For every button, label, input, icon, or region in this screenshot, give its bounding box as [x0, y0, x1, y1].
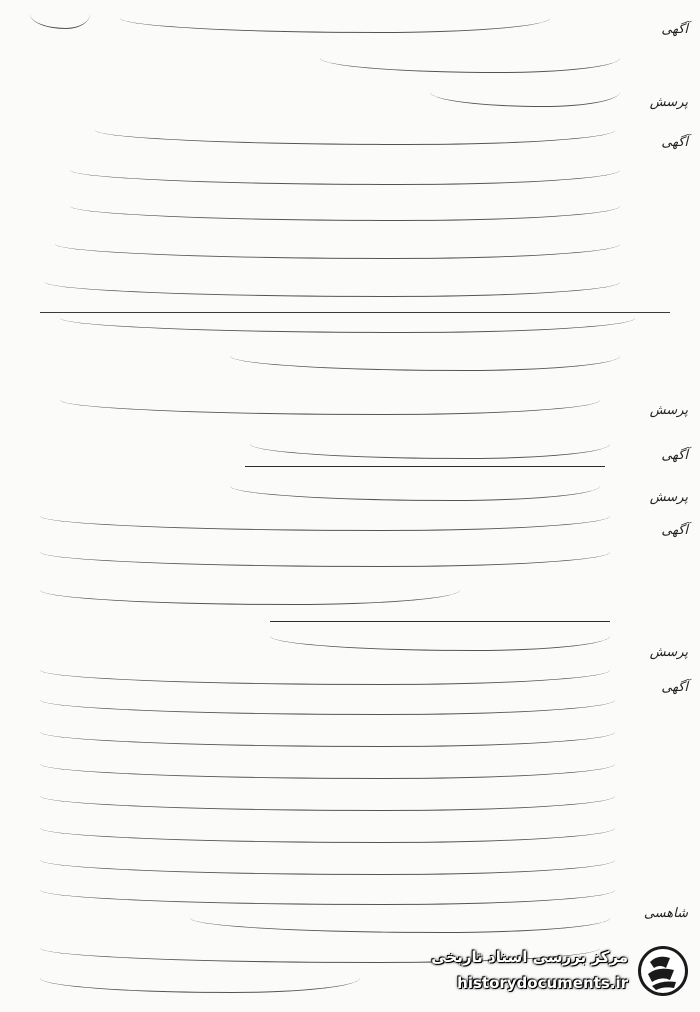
underline-mark [270, 621, 610, 622]
speaker-label: آگهی [661, 448, 688, 463]
speaker-label: آگهی [661, 22, 688, 37]
history-documents-logo-icon [636, 944, 690, 998]
speaker-label: پرسش [649, 645, 688, 660]
watermark [404, 942, 690, 1004]
speaker-label: آگهی [661, 135, 688, 150]
speaker-label: پرسش [649, 490, 688, 505]
separator-line [40, 312, 670, 313]
watermark-title: مرکز بررسی اسناد تاریخی [431, 948, 628, 966]
speaker-label: شاهسی [643, 906, 688, 921]
speaker-label: پرسش [649, 403, 688, 418]
speaker-label: آگهی [661, 523, 688, 538]
watermark-url: historydocuments.ir [457, 974, 628, 992]
speaker-label: آگهی [661, 680, 688, 695]
speaker-label: پرسش [649, 95, 688, 110]
underline-mark [245, 466, 605, 467]
